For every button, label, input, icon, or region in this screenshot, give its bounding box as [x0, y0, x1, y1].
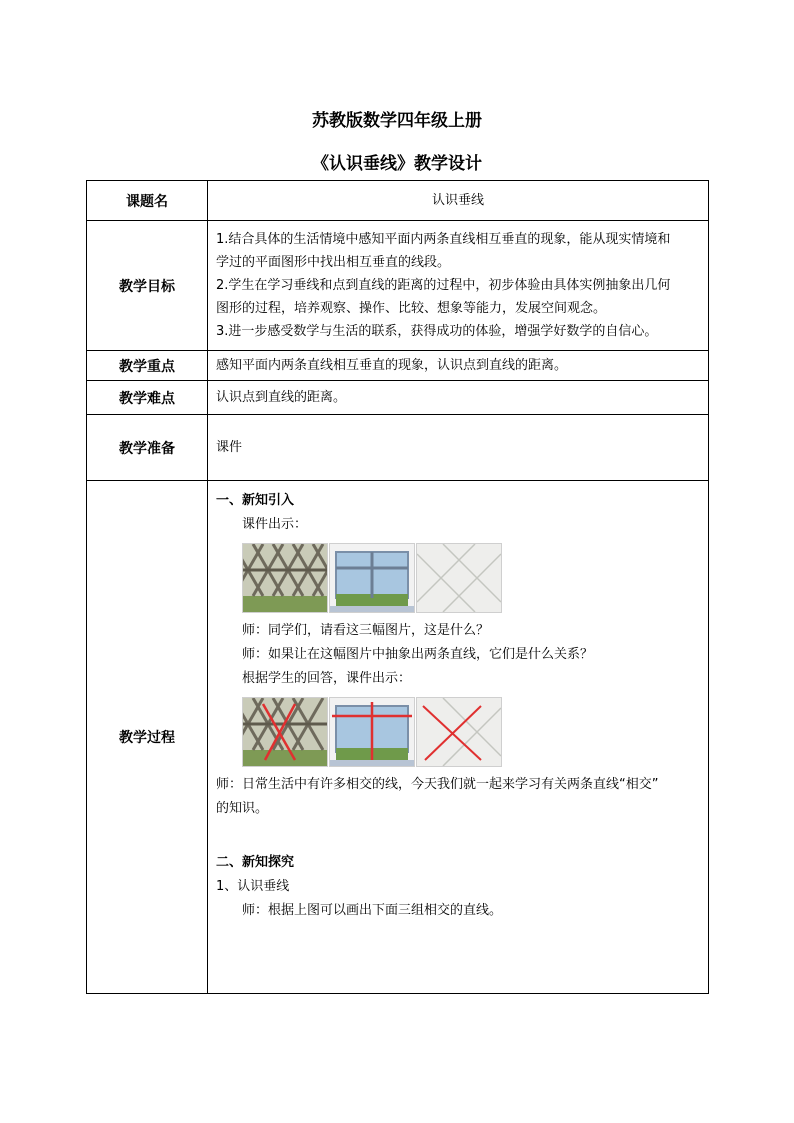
text-line: 课件出示：	[242, 517, 308, 532]
text-line: 师：如果让在这幅图片中抽象出两条直线，它们是什么关系？	[242, 647, 594, 662]
text-line: 师：日常生活中有许多相交的线，今天我们就一起来学习有关两条直线“相交”	[216, 777, 659, 792]
section-heading: 二、新知探究	[216, 855, 295, 870]
tile-image	[416, 543, 502, 613]
goal-line: 1.结合具体的生活情境中感知平面内两条直线相互垂直的现象，能从现实情境和	[216, 232, 671, 247]
row-prep	[87, 415, 709, 481]
value-topic: 认识垂线	[208, 181, 709, 221]
value-key: 感知平面内两条直线相互垂直的现象，认识点到直线的距离。	[208, 351, 709, 381]
label-topic: 课题名	[87, 181, 208, 221]
label-key: 教学重点	[87, 351, 208, 381]
document-subtitle: 《认识垂线》教学设计	[312, 154, 482, 174]
fence-image	[242, 543, 328, 613]
label-difficulty: 教学难点	[87, 381, 208, 415]
text-line: 师：根据上图可以画出下面三组相交的直线。	[242, 903, 503, 918]
goal-line: 2.学生在学习垂线和点到直线的距离的过程中，初步体验由具体实例抽象出几何	[216, 278, 671, 293]
text-line: 的知识。	[216, 801, 269, 816]
row-goals	[87, 221, 709, 351]
label-prep: 教学准备	[87, 415, 208, 481]
value-process	[208, 481, 709, 994]
window-image-annotated	[329, 697, 415, 767]
row-key	[87, 351, 709, 381]
row-process	[87, 481, 709, 994]
row-topic	[87, 181, 709, 221]
goal-line: 图形的过程，培养观察、操作、比较、想象等能力，发展空间观念。	[216, 301, 607, 316]
value-goals	[208, 221, 709, 351]
goal-line: 3.进一步感受数学与生活的联系，获得成功的体验，增强学好数学的自信心。	[216, 324, 658, 339]
label-process: 教学过程	[87, 481, 208, 994]
document-title: 苏教版数学四年级上册	[312, 111, 482, 131]
label-goals: 教学目标	[87, 221, 208, 351]
image-gallery-annotated	[242, 697, 700, 767]
value-prep: 课件	[208, 415, 709, 481]
goal-line: 学过的平面图形中找出相互垂直的线段。	[216, 255, 451, 270]
row-difficulty	[87, 381, 709, 415]
fence-image-annotated	[242, 697, 328, 767]
image-gallery-original	[242, 543, 700, 613]
text-line: 师：同学们，请看这三幅图片，这是什么？	[242, 623, 490, 638]
value-difficulty: 认识点到直线的距离。	[208, 381, 709, 415]
text-line: 根据学生的回答，课件出示：	[242, 671, 412, 686]
window-image	[329, 543, 415, 613]
text-line: 1、认识垂线	[216, 879, 290, 894]
section-heading: 一、新知引入	[216, 493, 295, 508]
lesson-plan-table	[86, 180, 709, 994]
tile-image-annotated	[416, 697, 502, 767]
